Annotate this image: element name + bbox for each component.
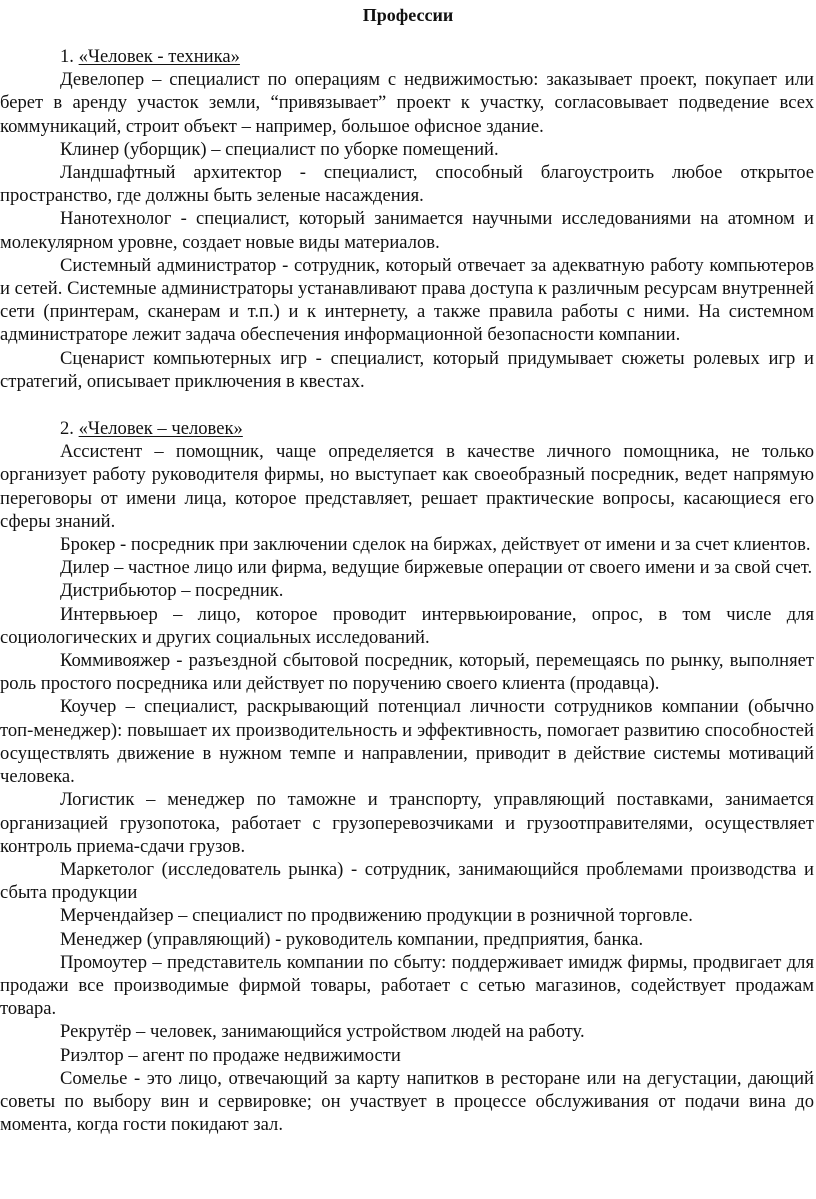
paragraph-landscape-architect: Ландшафтный архитектор - специалист, способный благоустроить любое открытое пространство, где должны быть зеленые насаждения. xyxy=(0,162,814,207)
section-spacer xyxy=(0,393,814,417)
section-heading xyxy=(0,417,814,440)
paragraph-interviewer: Интервьюер – лицо, которое проводит интервьюирование, опрос, в том числе для социологических и других социальных исследований. xyxy=(0,603,814,648)
section-number: 2. xyxy=(60,418,74,440)
paragraph-marketer: Маркетолог (исследователь рынка) - сотрудник, занимающийся проблемами производства и сбыта продукции xyxy=(0,858,814,904)
paragraph-realtor: Риэлтор – агент по продаже недвижимости xyxy=(60,1044,401,1066)
paragraph-sommelier: Сомелье - это лицо, отвечающий за карту напитков в ресторане или на дегустации, дающий советы по выбору вин и сервировке; он участвует в процессе обслуживания от подачи вина до момента, когда гости покидают зал. xyxy=(0,1067,814,1136)
paragraph-game-writer: Сценарист компьютерных игр - специалист, который придумывает сюжеты ролевых игр и стратегий, описывает приключения в квестах. xyxy=(0,347,814,392)
paragraph-manager: Менеджер (управляющий) - руководитель компании, предприятия, банка. xyxy=(60,928,644,950)
paragraph-assistant: Ассистент – помощник, чаще определяется в качестве личного помощника, не только организует работу руководителя фирмы, но выступает как своеобразный посредник, ведет напрямую переговоры от имени лица, которое представляет, решает практические вопросы, касающиеся его сферы знаний. xyxy=(0,441,814,532)
paragraph-dealer: Дилер – частное лицо или фирма, ведущие биржевые операции от своего имени и за свой счет. xyxy=(60,557,813,579)
section-number: 1. xyxy=(60,46,74,67)
paragraph-broker: Брокер - посредник при заключении сделок на биржах, действует от имени и за счет клиентов. xyxy=(60,534,811,556)
paragraph-cleaner: Клинер (уборщик) – специалист по уборке помещений. xyxy=(60,138,499,160)
paragraph-logistician: Логистик – менеджер по таможне и транспорту, управляющий поставками, занимается организацией грузопотока, работает с грузоперевозчиками и грузоотправителями, осуществляет контроль приема-сдачи грузов. xyxy=(0,789,814,857)
paragraph-sysadmin: Системный администратор - сотрудник, который отвечает за адекватную работу компьютеров и сетей. Системные администраторы устанавливают права доступа к различным ресурсам внутренней сети (принтерам, сканерам и т.п.) и к интернету, а также правила работы с ними. На системном администраторе лежит задача обеспечения информационной безопасности компании. xyxy=(0,254,814,346)
paragraph-merchandiser: Мерчендайзер – специалист по продвижению продукции в розничной торговле. xyxy=(60,905,693,927)
paragraph-salesman: Коммивояжер - разъездной сбытовой посредник, который, перемещаясь по рынку, выполняет роль простого посредника или действует по поручению своего клиента (продавца). xyxy=(0,650,814,695)
paragraph-developer: Девелопер – специалист по операциям с недвижимостью: заказывает проект, покупает или берет в аренду участок земли, “привязывает” проект к участку, согласовывает подведение всех коммуникаций, строит объект – например, большое офисное здание. xyxy=(0,69,814,137)
paragraph-coach: Коучер – специалист, раскрывающий потенциал личности сотрудников компании (обычно топ-менеджер): повышает их производительность и эффективность, помогает развитию способностей осуществлять движение в нужном темпе и направлении, приводит в действие системы мотиваций человека. xyxy=(0,696,814,788)
paragraph-distributor: Дистрибьютор – посредник. xyxy=(60,580,284,602)
document-body xyxy=(0,45,814,1136)
paragraph-promoter: Промоутер – представитель компании по сбыту: поддерживает имидж фирмы, продвигает для продажи все производимые фирмой товары, работает с сетью магазинов, содействует продажам товара. xyxy=(0,951,814,1020)
paragraph-nanotechnologist: Нанотехнолог - специалист, который занимается научными исследованиями на атомном и молекулярном уровне, создает новые виды материалов. xyxy=(0,208,814,253)
paragraph-recruiter: Рекрутёр – человек, занимающийся устройством людей на работу. xyxy=(60,1021,585,1043)
section-title: «Человек - техника» xyxy=(78,46,240,67)
page-title: Профессии xyxy=(362,5,454,25)
section-heading xyxy=(0,45,814,68)
section-title: «Человек – человек» xyxy=(78,418,243,440)
